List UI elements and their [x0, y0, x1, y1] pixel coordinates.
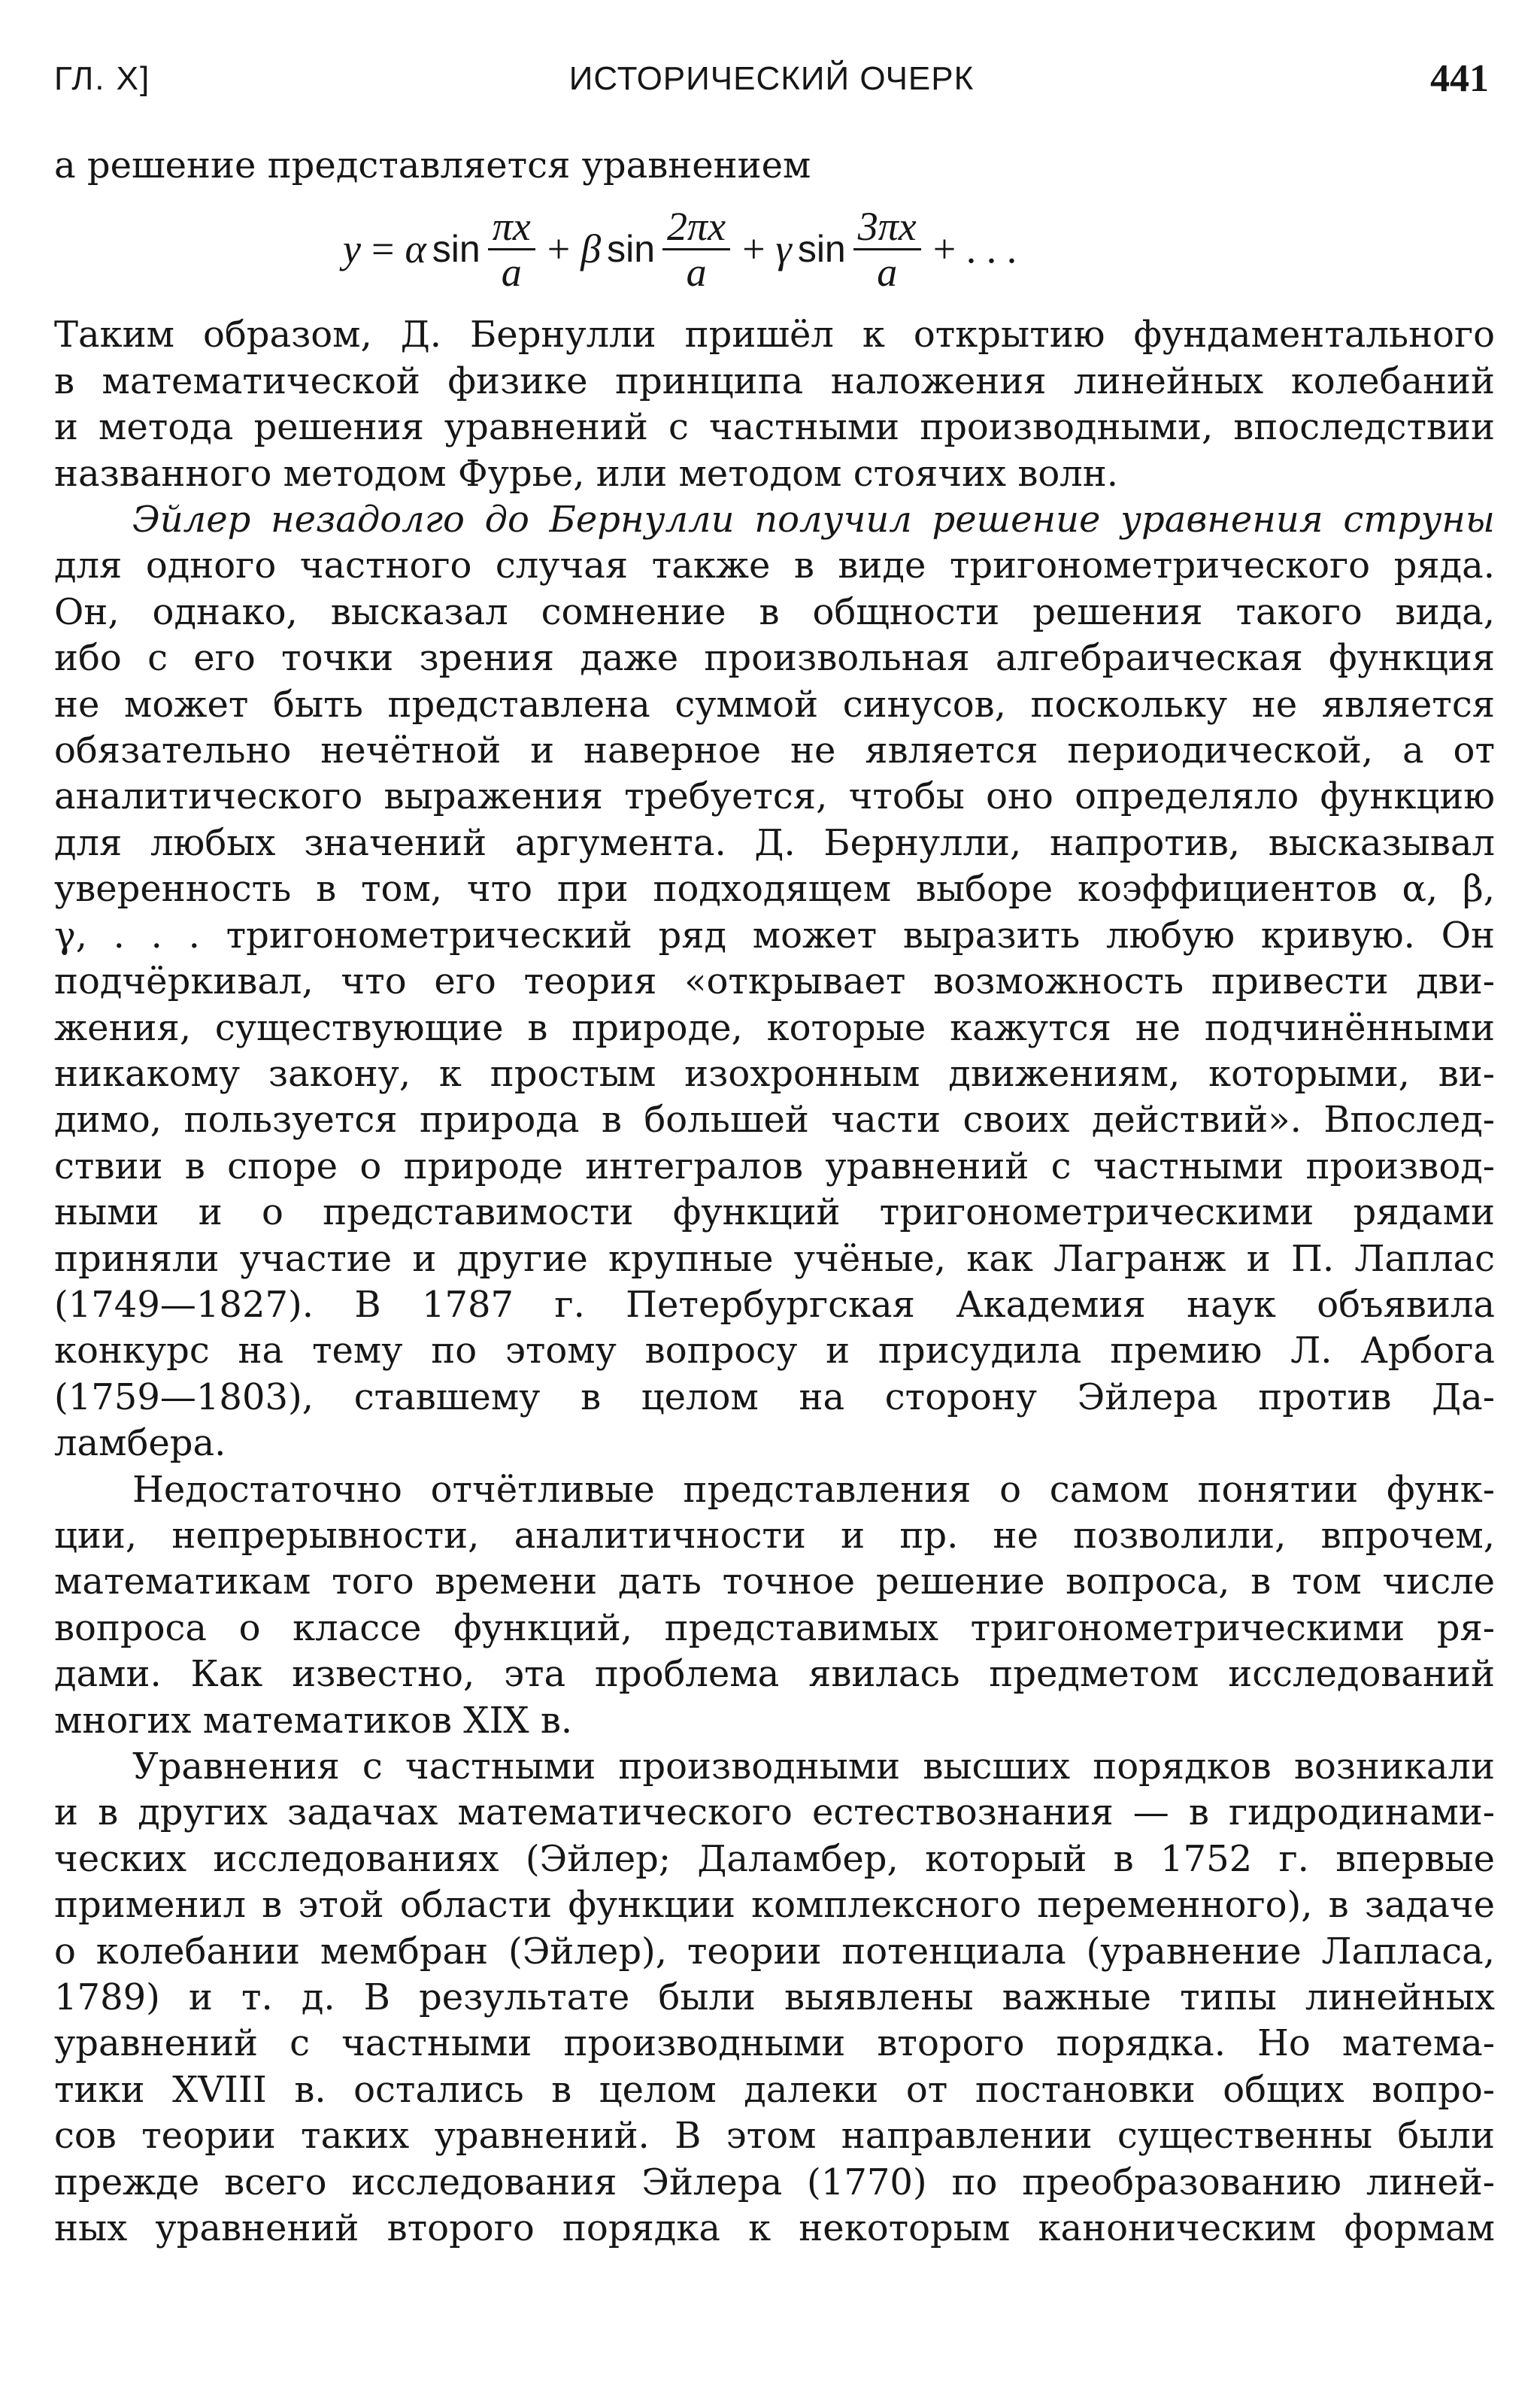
- paragraph-3: [54, 1467, 1495, 1744]
- coef-alpha: α: [405, 226, 426, 271]
- formula-equals: =: [371, 226, 395, 271]
- text-line: ламбера.: [54, 1422, 226, 1465]
- fraction-3-denominator: a: [877, 249, 898, 295]
- sin-1: sin: [432, 227, 480, 270]
- text-line: Он, однако, высказал сомнение в общности решения такого вида,: [54, 590, 1495, 633]
- text-line: тики XVIII в. остались в целом далеки от постановки общих вопро-: [54, 2068, 1495, 2111]
- text-line: сов теории таких уравнений. В этом направлении существенны были: [54, 2115, 1495, 2158]
- formula-lhs: y: [343, 226, 361, 271]
- running-title: ИСТОРИЧЕСКИЙ ОЧЕРК: [568, 60, 975, 97]
- plus-2: +: [742, 226, 765, 271]
- page-number: 441: [1430, 57, 1489, 100]
- text-line: 1789) и т. д. В результате были выявлены важные типы линейных: [54, 1976, 1495, 2019]
- text-line: конкурс на тему по этому вопросу и присудила премию Л. Арбога: [54, 1330, 1495, 1372]
- text-line: жения, существующие в природе, которые кажутся не подчинёнными: [54, 1006, 1495, 1049]
- fourier-series-formula: [54, 196, 1495, 302]
- text-line: димо, пользуется природа в большей части своих действий». Впослед-: [54, 1099, 1495, 1142]
- fraction-1-numerator: πx: [488, 205, 535, 250]
- text-line: (1749—1827). В 1787 г. Петербургская Академия наук объявила: [54, 1283, 1495, 1326]
- page-body: [54, 143, 1495, 2252]
- text-line: Таким образом, Д. Бернулли пришёл к открытию фундаментального: [54, 314, 1495, 356]
- text-line: многих математиков XIX в.: [54, 1699, 573, 1742]
- text-line: аналитического выражения требуется, чтобы оно определяло функцию: [54, 775, 1495, 818]
- fraction-2-numerator: 2πx: [662, 205, 730, 250]
- sin-2: sin: [607, 227, 656, 270]
- fraction-2-denominator: a: [686, 249, 707, 295]
- text-line: Недостаточно отчётливые представления о самом понятии функ-: [132, 1468, 1495, 1511]
- text-line: в математической физике принципа наложения линейных колебаний: [54, 359, 1495, 402]
- text-line: названного методом Фурье, или методом стоячих волн.: [54, 452, 1119, 495]
- fraction-3-numerator: 3πx: [853, 205, 921, 250]
- text-line: γ, . . . тригонометрический ряд может выразить любую кривую. Он: [54, 914, 1495, 957]
- text-line: ции, непрерывности, аналитичности и пр. не позволили, впрочем,: [54, 1514, 1495, 1557]
- text-line: для одного частного случая также в виде тригонометрического ряда.: [54, 544, 1495, 587]
- intro-line: а решение представляется уравнением: [54, 144, 811, 187]
- fraction-3: [853, 205, 921, 294]
- text-line: ибо с его точки зрения даже произвольная алгебраическая функция: [54, 637, 1495, 680]
- text-line: для любых значений аргумента. Д. Бернулли, напротив, высказывал: [54, 821, 1495, 864]
- text-line: обязательно нечётной и наверное не является периодической, а от: [54, 729, 1495, 772]
- running-header: [54, 53, 1489, 105]
- text-line: применил в этой области функции комплексного переменного), в задаче: [54, 1884, 1495, 1927]
- text-line: о колебании мембран (Эйлер), теории потенциала (уравнение Лапласа,: [54, 1930, 1495, 1973]
- paragraph-1: [54, 312, 1495, 497]
- coef-gamma: γ: [775, 226, 792, 271]
- text-line: уравнений с частными производными второго порядка. Но матема-: [54, 2022, 1495, 2065]
- fraction-1-denominator: a: [501, 249, 522, 295]
- text-line: математикам того времени дать точное решение вопроса, в том числе: [54, 1560, 1495, 1603]
- text-line: никакому закону, к простым изохронным движениям, которыми, ви-: [54, 1052, 1495, 1095]
- text-line-italic: Эйлер незадолго до Бернулли получил решение уравнения струны: [132, 499, 1495, 541]
- text-line: и в других задачах математического естествознания — в гидродинами-: [54, 1791, 1495, 1834]
- text-line: дами. Как известно, эта проблема явилась предметом исследований: [54, 1653, 1495, 1696]
- chapter-label: ГЛ. X]: [54, 60, 151, 97]
- text-line: уверенность в том, что при подходящем выборе коэффициентов α, β,: [54, 868, 1495, 911]
- text-line: ных уравнений второго порядка к некоторым каноническим формам: [54, 2207, 1495, 2250]
- text-line: прежде всего исследования Эйлера (1770) по преобразованию линей-: [54, 2161, 1495, 2203]
- text-line: (1759—1803), ставшему в целом на сторону Эйлера против Да-: [54, 1375, 1495, 1418]
- text-line: не может быть представлена суммой синусов, поскольку не является: [54, 683, 1495, 726]
- paragraph-4: [54, 1744, 1495, 2252]
- text-line: вопроса о классе функций, представимых тригонометрическими ря-: [54, 1606, 1495, 1649]
- text-line: Уравнения с частными производными высших порядков возникали: [132, 1745, 1495, 1788]
- plus-1: +: [547, 226, 571, 271]
- sin-3: sin: [797, 227, 846, 270]
- text-line: и метода решения уравнений с частными производными, впоследствии: [54, 406, 1495, 449]
- coef-beta: β: [581, 226, 602, 271]
- formula-tail: + . . .: [932, 226, 1017, 271]
- text-line: подчёркивал, что его теория «открывает возможность привести дви-: [54, 960, 1495, 1003]
- text-line: ными и о представимости функций тригонометрическими рядами: [54, 1191, 1495, 1234]
- text-line: приняли участие и другие крупные учёные, как Лагранж и П. Лаплас: [54, 1237, 1495, 1280]
- fraction-2: [662, 205, 730, 294]
- fraction-1: [488, 205, 535, 294]
- paragraph-2: [54, 497, 1495, 1467]
- text-line: ствии в споре о природе интегралов уравнений с частными производ-: [54, 1145, 1495, 1187]
- text-line: ческих исследованиях (Эйлер; Даламбер, который в 1752 г. впервые: [54, 1837, 1495, 1880]
